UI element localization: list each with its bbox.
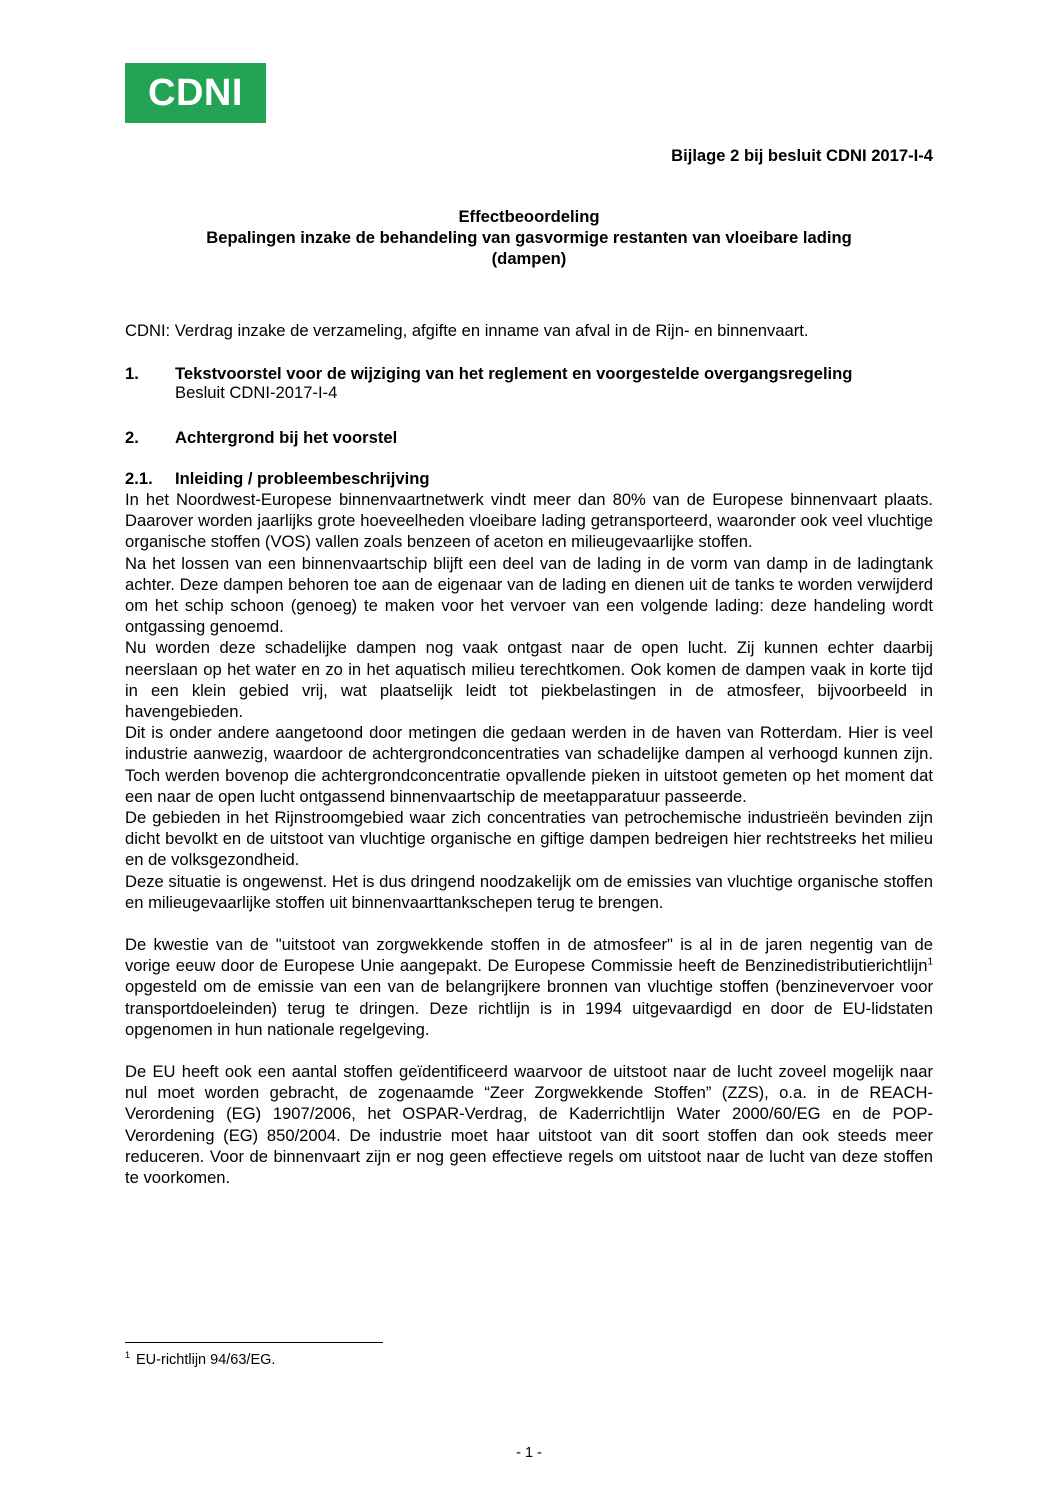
- document-heading: [125, 206, 933, 269]
- heading-title: Effectbeoordeling: [458, 207, 600, 226]
- paragraph: Deze situatie is ongewenst. Het is dus dringend noodzakelijk om de emissies van vluchtige organische stoffen en milieugevaarlijke stoffen uit binnenvaarttankschepen terug te brengen.: [125, 871, 933, 912]
- section-2-title: Achtergrond bij het voorstel: [175, 428, 398, 447]
- logo-text: CDNI: [148, 72, 243, 114]
- footnote-divider: [125, 1342, 383, 1343]
- paragraph: In het Noordwest-Europese binnenvaartnetwerk vindt meer dan 80% van de Europese binnenvaart plaats. Daarover worden jaarlijks grote hoeveelheden vloeibare lading getransporteerd, waaronder ook veel vluchtige organische stoffen (VOS) vallen zoals benzeen of aceton en milieugevaarlijke stoffen.: [125, 490, 933, 552]
- paragraph-text: De kwestie van de "uitstoot van zorgwekkende stoffen in de atmosfeer" is al in de jaren negentig van de vorige eeuw door de Europese Unie aangepakt. De Europese Commissie heeft de Benzinedistributierichtlijn: [125, 935, 933, 976]
- heading-subtitle: Bepalingen inzake de behandeling van gasvormige restanten van vloeibare lading: [206, 228, 852, 247]
- section-2: [125, 428, 933, 448]
- section-2-number: 2.: [125, 428, 139, 447]
- section-1: [125, 364, 933, 402]
- annex-reference: Bijlage 2 bij besluit CDNI 2017-I-4: [671, 146, 933, 165]
- body-text: [125, 489, 933, 1188]
- paragraph: Dit is onder andere aangetoond door metingen die gedaan werden in de haven van Rotterdam. Hier is veel industrie aanwezig, waardoor de achtergrondconcentraties van schadelijke dampen al verhoogd kunnen zijn. Toch werden bovenop die achtergrondconcentratie opvallende pieken in uitstoot gemeten op het moment dat een naar de open lucht ontgassend binnenvaartschip de meetapparatuur passeerde.: [125, 723, 933, 806]
- footnote-marker: 1: [125, 1350, 131, 1361]
- page-number: - 1 -: [516, 1445, 542, 1461]
- cdni-logo: [125, 63, 266, 123]
- section-2-1-title: Inleiding / probleembeschrijving: [175, 469, 430, 488]
- abbreviation-note: CDNI: Verdrag inzake de verzameling, afgifte en inname van afval in de Rijn- en binnenvaart.: [125, 321, 809, 340]
- paragraph: De EU heeft ook een aantal stoffen geïdentificeerd waarvoor de uitstoot naar de lucht zoveel mogelijk naar nul moet worden gebracht, de zogenaamde “Zeer Zorgwekkende Stoffen” (ZZS), o.a. in de REACH-Verordening (EG) 1907/2006, het OSPAR-Verdrag, de Kaderrichtlijn Water 2000/60/EG en de POP-Verordening (EG) 850/2004. De industrie moet haar uitstoot van dit soort stoffen dan ook steeds meer reduceren. Voor de binnenvaart zijn er nog geen effectieve regels om uitstoot naar de lucht van deze stoffen te voorkomen.: [125, 1062, 933, 1188]
- paragraph: Na het lossen van een binnenvaartschip blijft een deel van de lading in de vorm van damp in de ladingtank achter. Deze dampen behoren toe aan de eigenaar van de lading en dienen uit de tanks te worden verwijderd om het schip schoon (genoeg) te maken voor het vervoer van een volgende lading: deze handeling wordt ontgassing genoemd.: [125, 553, 933, 637]
- paragraph: Nu worden deze schadelijke dampen nog vaak ontgast naar de open lucht. Zij kunnen echter daarbij neerslaan op het water en zo in het aquatisch milieu terechtkomen. Ook komen de dampen vaak in korte tijd in een klein gebied vrij, wat plaatselijk leidt tot piekbelastingen in de atmosfeer, bijvoorbeeld in havengebieden.: [125, 638, 933, 722]
- section-1-number: 1.: [125, 364, 139, 383]
- section-1-title: Tekstvoorstel voor de wijziging van het reglement en voorgestelde overgangsregeling: [175, 364, 853, 383]
- section-1-subtitle: Besluit CDNI-2017-I-4: [175, 383, 338, 402]
- footnote-text: EU-richtlijn 94/63/EG.: [136, 1352, 276, 1368]
- paragraph: De gebieden in het Rijnstroomgebied waar zich concentraties van petrochemische industrieën bevinden zijn dicht bevolkt en de uitstoot van vluchtige organische en giftige dampen bedreigen hier rechtstreeks het milieu en de volksgezondheid.: [125, 808, 933, 870]
- footnote: [125, 1352, 275, 1368]
- heading-subtitle-cont: (dampen): [491, 249, 567, 268]
- paragraph-text: opgesteld om de emissie van een van de belangrijkere bronnen van vluchtige stoffen (benzinevervoer voor transportdoeleinden) terug te dringen. Deze richtlijn is in 1994 uitgevaardigd en door de EU-lidstaten opgenomen in hun nationale regelgeving.: [125, 977, 933, 1039]
- section-2-1: [125, 469, 933, 489]
- footnote-reference[interactable]: 1: [927, 956, 933, 968]
- section-2-1-number: 2.1.: [125, 469, 153, 488]
- paragraph: [125, 934, 933, 1040]
